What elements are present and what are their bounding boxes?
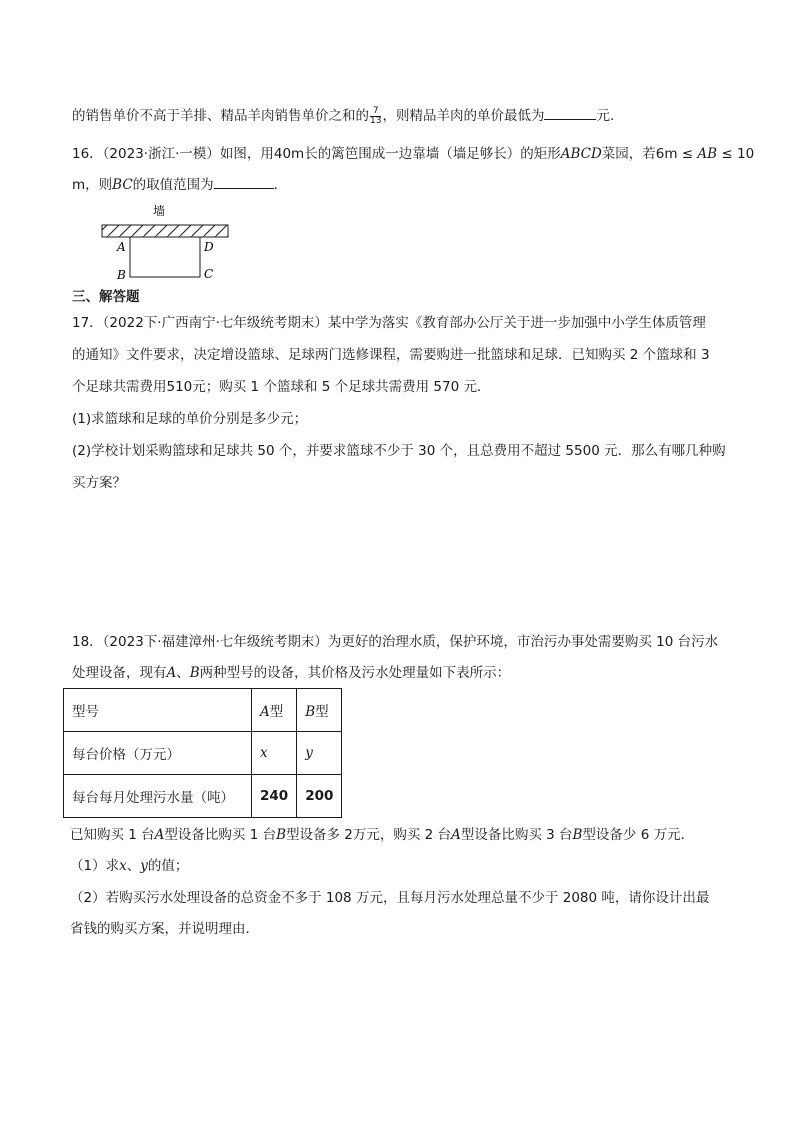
q17-part-1: (1)求篮球和足球的单价分别是多少元； (72, 411, 308, 427)
q18-cond-var-b: B (276, 827, 287, 843)
table-header-b (297, 689, 342, 732)
figure-label-b: B (117, 268, 126, 282)
table-header-a-suffix: 型 (269, 704, 284, 720)
q18-cond-var-a: A (154, 827, 165, 843)
q18-part-1-var-x: x (119, 858, 127, 874)
q16-figure (96, 200, 236, 288)
q16-text-b: 菜园，若6m ≤ (601, 146, 698, 162)
q18-var-b: B (189, 665, 200, 681)
q18-part-1-a: （1）求 (70, 858, 120, 874)
table-header-a-var: A (260, 704, 270, 720)
q18-part-1-b: 、 (126, 858, 141, 874)
table-row (64, 775, 342, 818)
figure-label-c: C (204, 267, 214, 281)
section-heading: 三、解答题 (72, 289, 140, 305)
q18-line-2 (72, 663, 510, 683)
table-price-a: x (252, 732, 297, 775)
q18-var-a: A (166, 665, 177, 681)
table-header-a (252, 689, 297, 732)
q16-var-abcd: ABCD (560, 146, 602, 162)
q15-text-a: 的销售单价不高于羊排、精品羊肉销售单价之和的 (72, 108, 369, 124)
q18-line-1: 18．（2023下·福建漳州·七年级统考期末）为更好的治理水质，保护环境，市治污办事处需要购买 10 台污水 (72, 634, 719, 650)
q18-cond-d: 型设备比购买 3 台 (460, 827, 573, 843)
q16-text-f: . (273, 177, 278, 193)
q15-fraction (370, 107, 381, 126)
q18-cond-a: 已知购买 1 台 (70, 827, 155, 843)
table-row (64, 732, 342, 775)
q16-text-e: 的取值范围为 (132, 177, 214, 193)
q17-line-2: 的通知》文件要求，决定增设篮球、足球两门选修课程，需要购进一批篮球和足球．已知购买 2 个篮球和 3 (72, 347, 710, 363)
q15-answer-blank (544, 106, 596, 120)
table-header-label: 型号 (64, 689, 252, 732)
table-price-b: y (297, 732, 342, 775)
q18-text-b: 、 (176, 665, 190, 681)
q18-part-1 (70, 856, 188, 876)
q16-text-c: ≤ 10 (717, 146, 755, 162)
q18-cond-var-d: B (572, 827, 583, 843)
figure-wall-label: 墙 (152, 204, 166, 218)
q15-text-b: ，则精品羊肉的单价最低为 (382, 108, 545, 124)
q18-part-2-line-2: 省钱的购买方案，并说明理由． (70, 921, 259, 937)
table-capacity-a: 240 (252, 775, 297, 818)
q18-condition (70, 825, 694, 845)
q17-line-3: 个足球共需费用510元；购买 1 个篮球和 5 个足球共需费用 570 元． (72, 379, 491, 395)
table-capacity-label: 每台每月处理污水量（吨） (64, 775, 252, 818)
q17-part-2-line-1: (2)学校计划采购篮球和足球共 50 个，并要求篮球不少于 30 个，且总费用不超过 5500 元．那么有哪几种购 (72, 443, 726, 459)
q18-part-1-var-y: y (140, 858, 148, 874)
q18-cond-var-c: A (451, 827, 461, 843)
q16-text-a: 16．（2023·浙江·一模）如图，用40m长的篱笆围成一边靠墙（墙足够长）的矩形 (72, 146, 561, 162)
table-price-label: 每台价格（万元） (64, 732, 252, 775)
q16-var-ab: AB (697, 146, 718, 162)
q18-text-c: 两种型号的设备，其价格及污水处理量如下表所示： (199, 665, 511, 681)
q15-text-c: 元. (596, 108, 615, 124)
q18-text-a: 处理设备，现有 (72, 665, 167, 681)
q18-part-1-c: 的值； (147, 858, 189, 874)
q18-part-2-line-1: （2）若购买污水处理设备的总资金不多于 108 万元，且每月污水处理总量不少于 2080 吨，请你设计出最 (70, 890, 710, 906)
figure-label-d: D (204, 240, 214, 254)
q16-line-2 (72, 175, 278, 195)
q18-cond-b: 型设备比购买 1 台 (164, 827, 277, 843)
q15-fraction-numerator: 7 (370, 107, 381, 117)
table-header-b-var: B (305, 704, 316, 720)
equipment-table (63, 688, 342, 818)
q15-line (72, 106, 614, 126)
figure-garden-rectangle (130, 237, 200, 277)
q16-var-bc: BC (112, 177, 133, 193)
q16-answer-blank (214, 175, 274, 189)
q18-cond-e: 型设备少 6 万元． (582, 827, 695, 843)
q15-fraction-denominator: 13 (370, 115, 382, 126)
q16-line-1 (72, 144, 754, 164)
table-row (64, 689, 342, 732)
figure-label-a: A (117, 240, 126, 254)
q17-line-1: 17．（2022下·广西南宁·七年级统考期末）某中学为落实《教育部办公厅关于进一步加强中小学生体质管理 (72, 315, 706, 331)
q17-part-2-line-2: 买方案？ (72, 475, 126, 491)
table-header-b-suffix: 型 (315, 704, 329, 720)
q18-cond-c: 型设备多 2万元，购买 2 台 (286, 827, 452, 843)
table-capacity-b: 200 (297, 775, 342, 818)
q16-text-d: m，则 (72, 177, 113, 193)
figure-wall (102, 225, 228, 237)
